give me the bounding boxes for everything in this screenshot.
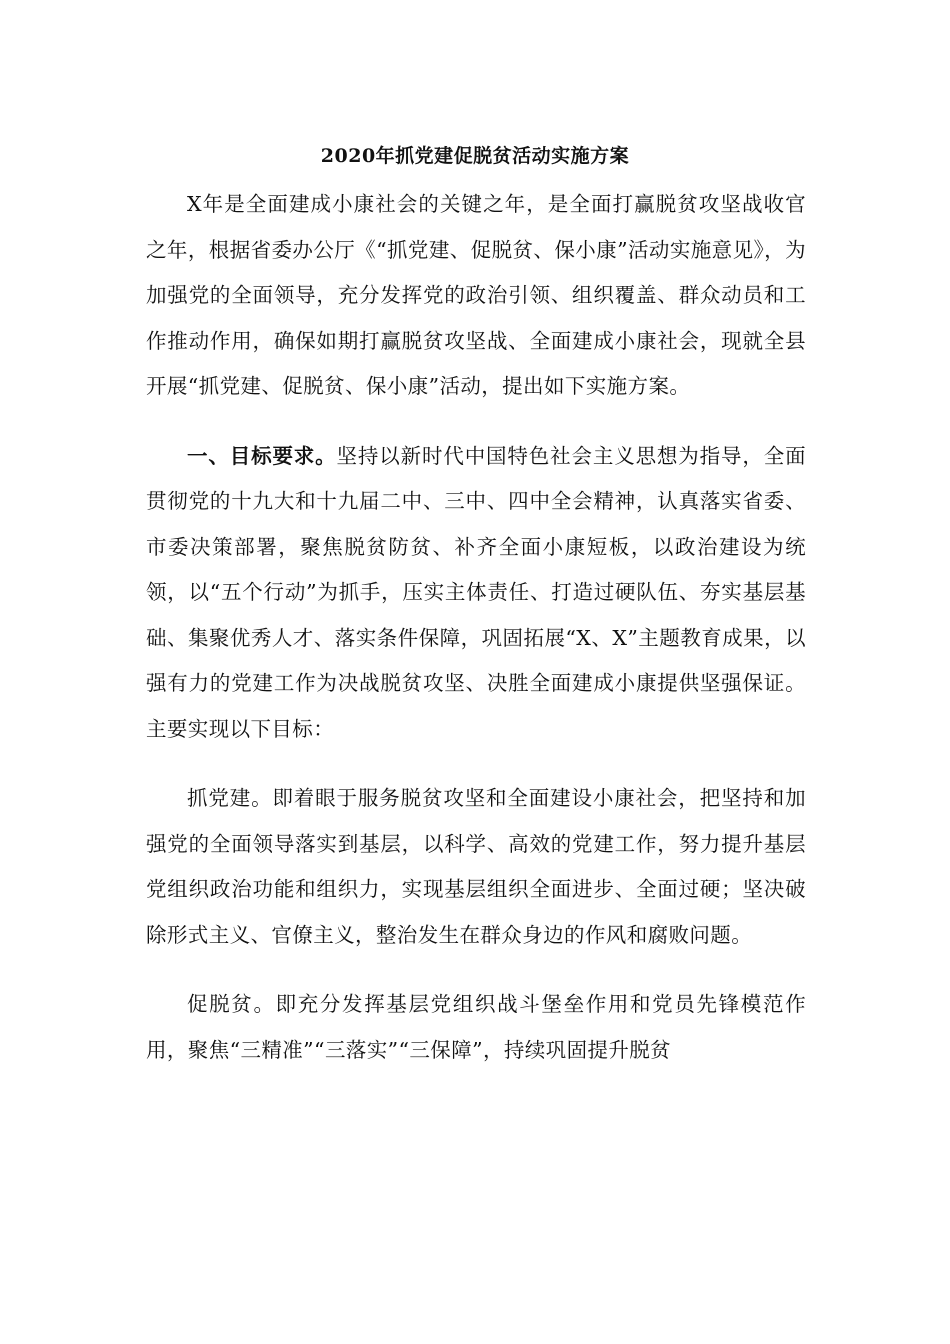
paragraph-text: X年是全面建成小康社会的关键之年，是全面打赢脱贫攻坚战收官之年，根据省委办公厅《“抓党建、促脱贫、保小康”活动实施意见》，为加强党的全面领导，充分发挥党的政治引领、组织覆盖、群众动员和工作推动作用，确保如期打赢脱贫攻坚战、全面建成小康社会，现就全县开展“抓党建、促脱贫、保小康”活动，提出如下实施方案。 <box>146 192 806 398</box>
document-title: 2020年抓党建促脱贫活动实施方案 <box>320 145 630 167</box>
paragraph-text: 促脱贫。即充分发挥基层党组织战斗堡垒作用和党员先锋模范作用，聚焦“三精准”“三落实”“三保障”，持续巩固提升脱贫 <box>146 992 806 1062</box>
paragraph-text: 抓党建。即着眼于服务脱贫攻坚和全面建设小康社会，把坚持和加强党的全面领导落实到基层，以科学、高效的党建工作，努力提升基层党组织政治功能和组织力，实现基层组织全面进步、全面过硬；坚决破除形式主义、官僚主义，整治发生在群众身边的作风和腐败问题。 <box>146 786 806 947</box>
paragraph-party-building <box>146 776 806 958</box>
paragraph-goals <box>146 434 806 753</box>
paragraph-text: 坚持以新时代中国特色社会主义思想为指导，全面贯彻党的十九大和十九届二中、三中、四中全会精神，认真落实省委、市委决策部署，聚焦脱贫防贫、补齐全面小康短板，以政治建设为统领，以“五个行动”为抓手，压实主体责任、打造过硬队伍、夯实基层基础、集聚优秀人才、落实条件保障，巩固拓展“X、X”主题教育成果，以强有力的党建工作为决战脱贫攻坚、决胜全面建成小康提供坚强保证。主要实现以下目标： <box>146 443 806 741</box>
paragraph-intro <box>146 182 806 410</box>
section-heading-goals: 一、目标要求。 <box>187 443 337 468</box>
paragraph-poverty-alleviation <box>146 982 806 1073</box>
document-body <box>146 182 806 1073</box>
